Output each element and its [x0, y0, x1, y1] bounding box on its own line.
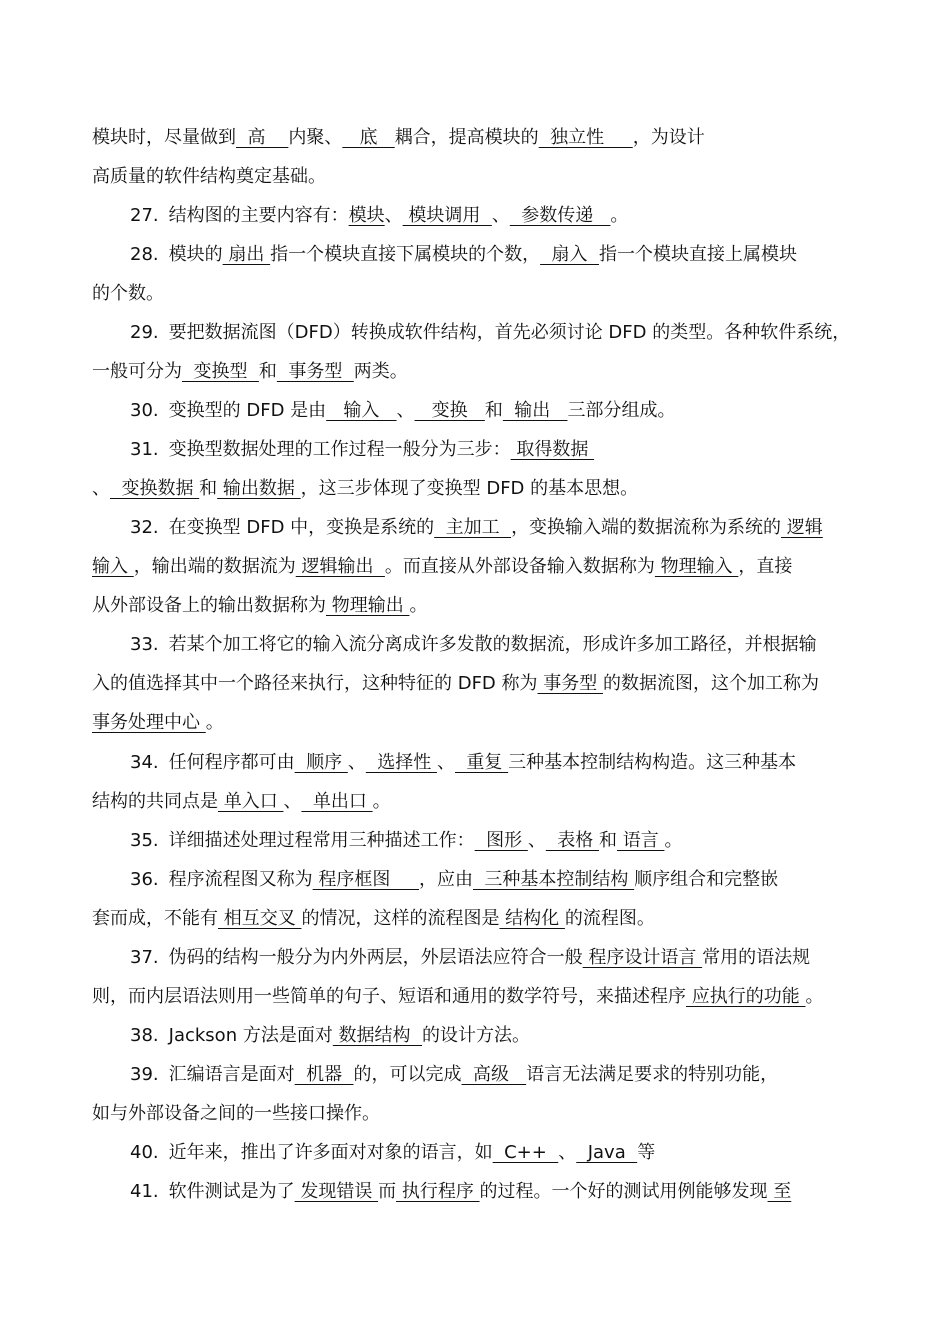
answer-blank: 主加工: [434, 517, 512, 538]
question-39: [92, 1055, 862, 1133]
answer-blank: 数据结构: [332, 1025, 422, 1046]
question-35: [92, 821, 862, 860]
text-line: [92, 313, 862, 352]
answer-blank: 应执行的功能: [686, 986, 806, 1007]
text: 要把数据流图（DFD）转换成软件结构，首先必须讨论 DFD 的类型。各种软件系统，: [168, 322, 851, 343]
answer-blank: 相互交叉: [218, 908, 302, 929]
answer-blank: 重复: [454, 752, 509, 773]
text: 则，而内层语法则用一些简单的句子、短语和通用的数学符号，来描述程序: [92, 986, 686, 1007]
answer-blank: 顺序: [294, 752, 348, 773]
answer-blank: Java: [576, 1142, 638, 1163]
answer-blank: 物理输入: [654, 556, 739, 577]
text: 如与外部设备之间的一些接口操作。: [92, 1103, 380, 1124]
answer-blank: 参数传递: [509, 205, 611, 226]
text-line: [92, 782, 862, 821]
answer-blank: 独立性: [538, 127, 633, 148]
answer-blank: 语言: [616, 830, 665, 851]
text: 入的值选择其中一个路径来执行，这种特征的 DFD 称为: [92, 673, 538, 694]
answer-blank: 事务型: [276, 361, 354, 382]
text-line: [92, 118, 862, 157]
question-number: 30.: [130, 400, 159, 421]
text: ，直接: [738, 556, 793, 577]
text-line: [92, 821, 862, 860]
text: 的情况，这样的流程图是: [301, 908, 500, 929]
question-number: 40.: [130, 1142, 159, 1163]
text: 软件测试是为了: [168, 1181, 295, 1202]
answer-blank: 单入口: [218, 791, 284, 812]
text: 变换型数据处理的工作过程一般分为三步：: [168, 439, 511, 460]
text-line: [92, 508, 862, 547]
answer-blank: 高级: [461, 1064, 527, 1085]
paragraph-26-continuation: [92, 118, 862, 196]
question-41: [92, 1172, 862, 1211]
question-29: [92, 313, 862, 391]
text: 的个数。: [92, 283, 164, 304]
question-number: 27.: [130, 205, 159, 226]
text: 任何程序都可由: [168, 752, 295, 773]
question-31: [92, 430, 862, 508]
text-line: [92, 391, 862, 430]
answer-blank: 至: [767, 1181, 792, 1202]
question-number: 29.: [130, 322, 159, 343]
text: 指一个模块直接上属模块: [598, 244, 797, 265]
question-34: [92, 743, 862, 821]
text: 三部分组成。: [567, 400, 676, 421]
text-line: [92, 157, 862, 196]
text: 和: [598, 830, 617, 851]
text: 伪码的结构一般分为内外两层，外层语法应符合一般: [168, 947, 583, 968]
answer-blank: 输入: [326, 400, 397, 421]
answer-blank: 三种基本控制结构: [472, 869, 635, 890]
question-number: 36.: [130, 869, 159, 890]
text-line: [92, 1055, 862, 1094]
text: 从外部设备上的输出数据称为: [92, 595, 326, 616]
text: 汇编语言是面对: [168, 1064, 295, 1085]
question-40: [92, 1133, 862, 1172]
question-number: 28.: [130, 244, 159, 265]
text: 。: [409, 595, 428, 616]
text: 的，可以完成: [353, 1064, 462, 1085]
text: 。: [805, 986, 824, 1007]
answer-blank: 执行程序: [396, 1181, 480, 1202]
text-line: [92, 625, 862, 664]
question-38: [92, 1016, 862, 1055]
text: 、: [347, 752, 366, 773]
answer-blank: 变换型: [182, 361, 259, 382]
question-37: [92, 938, 862, 1016]
answer-blank: 变换: [414, 400, 485, 421]
text-line: [92, 1133, 862, 1172]
text: 一般可分为: [92, 361, 182, 382]
answer-blank: 程序设计语言: [582, 947, 703, 968]
answer-blank: 图形: [474, 830, 528, 851]
text: 。: [205, 712, 224, 733]
answer-blank: 变换数据: [110, 478, 200, 499]
text: 在变换型 DFD 中，变换是系统的: [168, 517, 435, 538]
text: 结构图的主要内容有：: [168, 205, 349, 226]
text: Jackson 方法是面对: [168, 1025, 333, 1046]
text: 等: [637, 1142, 656, 1163]
answer-blank: 表格: [545, 830, 599, 851]
text: 内聚、: [288, 127, 343, 148]
text: 两类。: [353, 361, 408, 382]
text: 耦合，提高模块的: [394, 127, 539, 148]
text: 若某个加工将它的输入流分离成许多发散的数据流，形成许多加工路径，并根据输: [168, 634, 817, 655]
text: 、: [384, 205, 403, 226]
text: ，应由: [418, 869, 473, 890]
text: 、: [527, 830, 546, 851]
text: 的数据流图，这个加工称为: [602, 673, 819, 694]
answer-blank: 输出数据: [217, 478, 301, 499]
text-line: [92, 430, 862, 469]
answer-blank: 扇入: [540, 244, 599, 265]
text-line: [92, 196, 862, 235]
question-number: 32.: [130, 517, 159, 538]
text: ，输出端的数据流为: [133, 556, 296, 577]
text-line: [92, 664, 862, 703]
text: 程序流程图又称为: [168, 869, 313, 890]
question-number: 33.: [130, 634, 159, 655]
text: 的过程。一个好的测试用例能够发现: [479, 1181, 768, 1202]
text: 、: [283, 791, 302, 812]
text: 、: [558, 1142, 577, 1163]
text: 而: [378, 1181, 397, 1202]
answer-blank: 机器: [294, 1064, 354, 1085]
text-line: [92, 899, 862, 938]
answer-blank: 逻辑输出: [295, 556, 385, 577]
text: 、: [491, 205, 510, 226]
answer-blank: 物理输出: [326, 595, 410, 616]
answer-blank: 结构化: [499, 908, 565, 929]
text-line: [92, 1172, 862, 1211]
text: 高质量的软件结构奠定基础。: [92, 166, 326, 187]
answer-blank: 底: [342, 127, 395, 148]
text: ，这三步体现了变换型 DFD 的基本思想。: [300, 478, 639, 499]
answer-blank: 发现错误: [294, 1181, 379, 1202]
text: 的流程图。: [564, 908, 655, 929]
text: ，为设计: [632, 127, 705, 148]
answer-blank: 事务型: [537, 673, 603, 694]
text-line: [92, 860, 862, 899]
answer-blank: 单出口: [301, 791, 373, 812]
answer-blank: 输出: [502, 400, 568, 421]
text: 顺序组合和完整嵌: [634, 869, 779, 890]
answer-blank: 输入: [92, 556, 134, 577]
text-line: [92, 743, 862, 782]
text: 、: [92, 478, 110, 499]
question-28: [92, 235, 862, 313]
text: ，变换输入端的数据流称为系统的: [511, 517, 782, 538]
text: 常用的语法规: [702, 947, 811, 968]
text-line: [92, 1016, 862, 1055]
text-line: [92, 235, 862, 274]
answer-blank: 选择性: [365, 752, 437, 773]
text: 。: [610, 205, 629, 226]
text: 的设计方法。: [422, 1025, 530, 1046]
text: 近年来，推出了许多面对对象的语言，如: [168, 1142, 493, 1163]
text-line: [92, 469, 862, 508]
text: 详细描述处理过程常用三种描述工作：: [168, 830, 475, 851]
text-line: [92, 938, 862, 977]
question-number: 41.: [130, 1181, 159, 1202]
text: 结构的共同点是: [92, 791, 218, 812]
question-33: [92, 625, 862, 742]
text: 变换型的 DFD 是由: [168, 400, 327, 421]
answer-blank: 逻辑: [781, 517, 823, 538]
text: 和: [199, 478, 218, 499]
text: 语言无法满足要求的特别功能，: [526, 1064, 779, 1085]
answer-blank: 程序框图: [312, 869, 419, 890]
answer-blank: C++: [492, 1142, 559, 1163]
text-line: [92, 703, 862, 742]
question-30: [92, 391, 862, 430]
question-32: [92, 508, 862, 625]
text: 、: [436, 752, 455, 773]
text: 。: [664, 830, 683, 851]
question-36: [92, 860, 862, 938]
text-line: [92, 977, 862, 1016]
answer-blank: 事务处理中心: [92, 712, 206, 733]
question-number: 39.: [130, 1064, 159, 1085]
answer-blank: 取得数据: [510, 439, 595, 460]
text: 模块的: [168, 244, 223, 265]
question-number: 35.: [130, 830, 159, 851]
text-line: [92, 586, 862, 625]
text-line: [92, 547, 862, 586]
answer-blank: 模块: [348, 205, 385, 226]
text-line: [92, 274, 862, 313]
text-line: [92, 352, 862, 391]
text: 、: [396, 400, 415, 421]
question-number: 37.: [130, 947, 159, 968]
question-number: 38.: [130, 1025, 159, 1046]
text: 和: [484, 400, 503, 421]
question-27: [92, 196, 862, 235]
text: 三种基本控制结构构造。这三种基本: [508, 752, 797, 773]
question-number: 31.: [130, 439, 159, 460]
text: 。而直接从外部设备输入数据称为: [384, 556, 655, 577]
text: 模块时，尽量做到: [92, 127, 236, 148]
text: 和: [258, 361, 277, 382]
text: 。: [372, 791, 391, 812]
text: 指一个模块直接下属模块的个数，: [270, 244, 541, 265]
answer-blank: 扇出: [222, 244, 271, 265]
answer-blank: 模块调用: [402, 205, 492, 226]
text: 套而成，不能有: [92, 908, 218, 929]
question-number: 34.: [130, 752, 159, 773]
answer-blank: 高: [236, 127, 289, 148]
text-line: [92, 1094, 862, 1133]
